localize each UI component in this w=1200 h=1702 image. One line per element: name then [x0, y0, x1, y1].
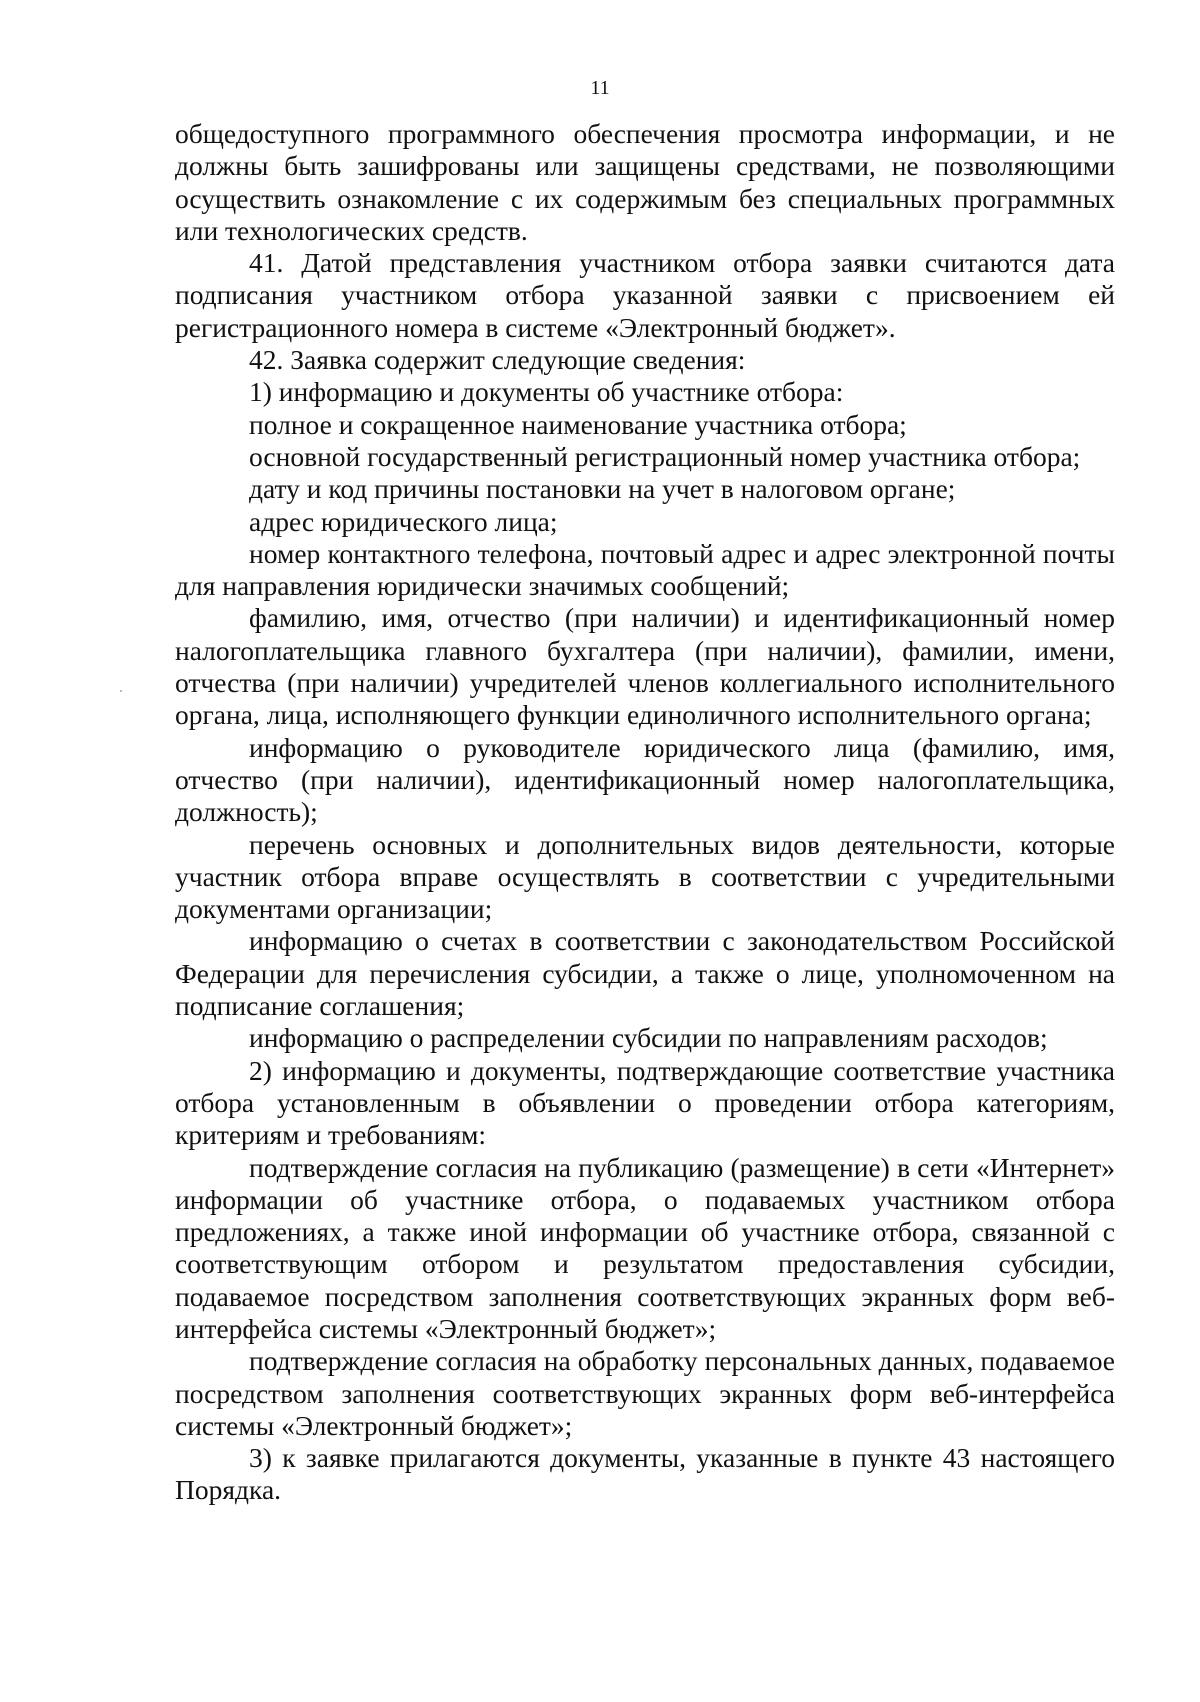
paragraph-head-info: информацию о руководителе юридического лица (фамилию, имя, отчество (при наличии), идентификационный номер налогоплательщика, должность);: [175, 731, 1115, 828]
paragraph-subitem-2: 2) информацию и документы, подтверждающие соответствие участника отбора установленным в объявлении о проведении отбора категориям, критериям и требованиям:: [175, 1054, 1115, 1151]
paragraph-accountant-founders: фамилию, имя, отчество (при наличии) и идентификационный номер налогоплательщика главного бухгалтера (при наличии), фамилии, имени, отчества (при наличии) учредителей членов коллегиального исполнительного органа, лица, исполняющего функции единоличного исполнительного органа;: [175, 602, 1115, 731]
paragraph-item-41: 41. Датой представления участником отбора заявки считаются дата подписания участником отбора указанной заявки с присвоением ей регистрационного номера в системе «Электронный бюджет».: [175, 247, 1115, 343]
paragraph-tax-registration: дату и код причины постановки на учет в налоговом органе;: [249, 473, 956, 505]
scan-speck: [120, 690, 122, 692]
paragraph-subitem-3: 3) к заявке прилагаются документы, указанные в пункте 43 настоящего Порядка.: [175, 1442, 1115, 1506]
paragraph-activities: перечень основных и дополнительных видов деятельности, которые участник отбора вправе осуществлять в соответствии с учредительными документами организации;: [175, 828, 1115, 925]
paragraph-publication-consent: подтверждение согласия на публикацию (размещение) в сети «Интернет» информации об участнике отбора, о подаваемых участником отбора предложениях, а также иной информации об участнике отбора, связанной с соответствующим отбором и результатом предоставления субсидии, подаваемое посредством заполнения соответствующих экранных форм веб-интерфейса системы «Электронный бюджет»;: [175, 1151, 1115, 1344]
paragraph-continuation: общедоступного программного обеспечения просмотра информации, и не должны быть зашифрованы или защищены средствами, не позволяющими осуществить ознакомление с их содержимым без специальных программных или технологических средств.: [175, 118, 1115, 246]
paragraph-subitem-1: 1) информацию и документы об участнике отбора:: [249, 376, 844, 408]
paragraph-name: полное и сокращенное наименование участника отбора;: [249, 408, 907, 440]
document-body: [175, 118, 1115, 1507]
paragraph-personal-data-consent: подтверждение согласия на обработку персональных данных, подаваемое посредством заполнения соответствующих экранных форм веб-интерфейса системы «Электронный бюджет»;: [175, 1345, 1115, 1441]
paragraph-item-42: 42. Заявка содержит следующие сведения:: [249, 344, 746, 376]
paragraph-legal-address: адрес юридического лица;: [249, 505, 558, 537]
paragraph-distribution: информацию о распределении субсидии по направлениям расходов;: [249, 1022, 1048, 1054]
paragraph-contacts: номер контактного телефона, почтовый адрес и адрес электронной почты для направления юридически значимых сообщений;: [175, 537, 1115, 602]
paragraph-ogrn: основной государственный регистрационный номер участника отбора;: [249, 440, 1081, 472]
page-number: 11: [590, 77, 610, 99]
paragraph-accounts: информацию о счетах в соответствии с законодательством Российской Федерации для перечисления субсидии, а также о лице, уполномоченном на подписание соглашения;: [175, 925, 1115, 1022]
